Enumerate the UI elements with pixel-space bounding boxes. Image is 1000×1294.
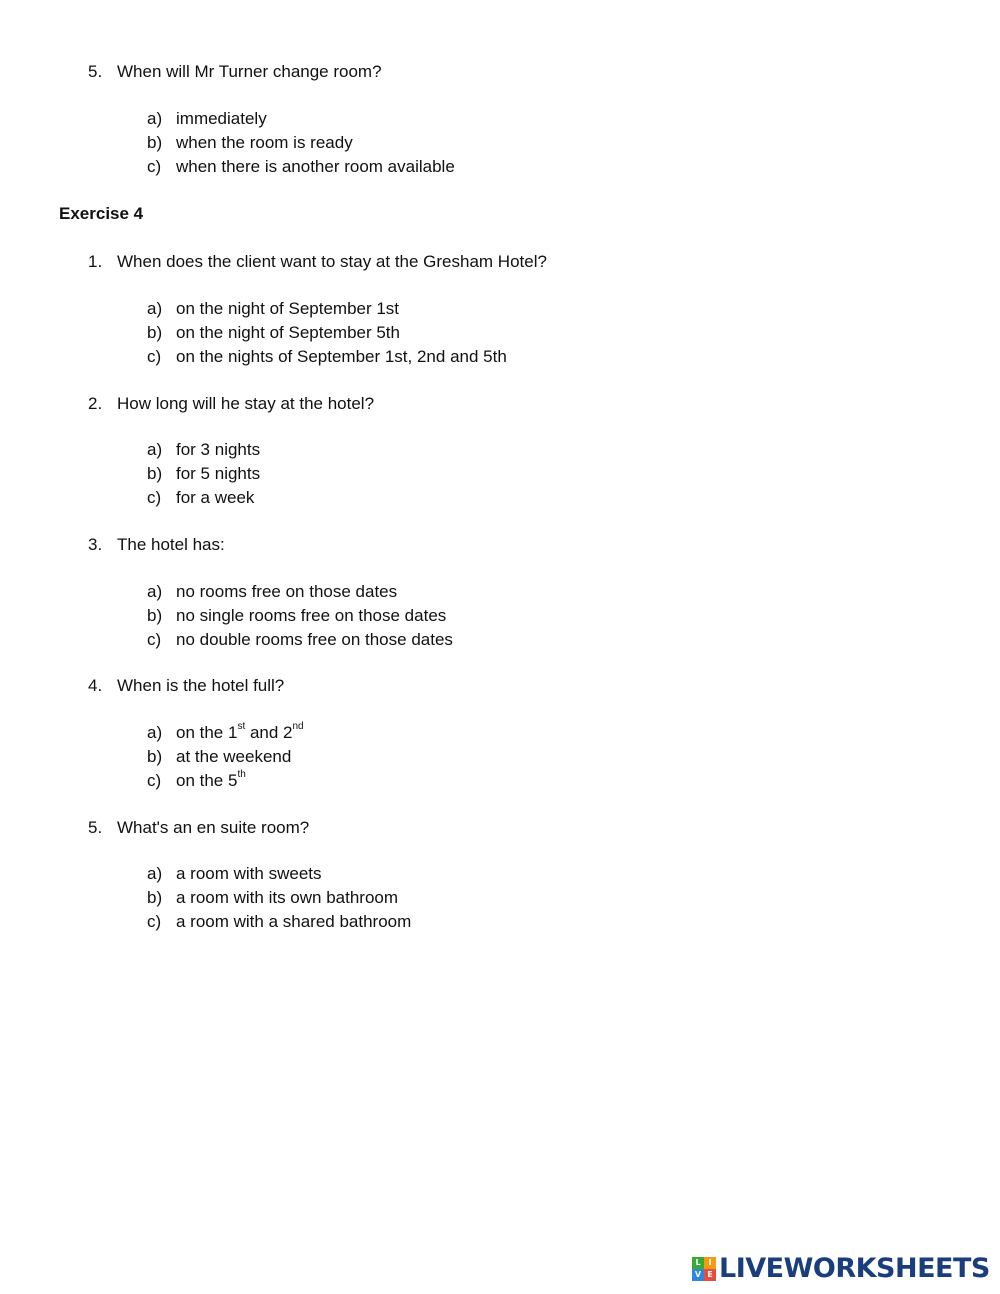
option-prev-5-c[interactable] bbox=[147, 157, 455, 177]
question-4 bbox=[88, 676, 284, 696]
option-letter: c) bbox=[147, 488, 162, 507]
question-text: The hotel has: bbox=[117, 535, 225, 554]
option-text: no double rooms free on those dates bbox=[176, 630, 453, 649]
exercise-heading: Exercise 4 bbox=[59, 204, 144, 223]
question-number: 2. bbox=[88, 394, 103, 413]
brand-name: LIVEWORKSHEETS bbox=[719, 1253, 990, 1284]
question-number: 4. bbox=[88, 676, 103, 695]
option-1-a[interactable] bbox=[147, 299, 399, 319]
option-text-part: on the 5 bbox=[176, 771, 238, 790]
question-number: 1. bbox=[88, 252, 103, 271]
option-prev-5-a[interactable] bbox=[147, 109, 267, 129]
question-text: When is the hotel full? bbox=[117, 676, 285, 695]
question-number: 5. bbox=[88, 62, 103, 81]
option-letter: b) bbox=[147, 888, 163, 907]
option-4-b[interactable] bbox=[147, 747, 291, 767]
option-2-c[interactable] bbox=[147, 488, 254, 508]
logo-letter-e: E bbox=[704, 1269, 716, 1281]
option-letter: c) bbox=[147, 630, 162, 649]
option-5-c[interactable] bbox=[147, 912, 411, 932]
option-letter: a) bbox=[147, 723, 163, 742]
option-letter: b) bbox=[147, 323, 163, 342]
option-2-b[interactable] bbox=[147, 464, 260, 484]
question-5 bbox=[88, 818, 309, 838]
option-letter: a) bbox=[147, 299, 163, 318]
option-letter: a) bbox=[147, 109, 163, 128]
question-text: How long will he stay at the hotel? bbox=[117, 394, 375, 413]
ordinal-suffix: st bbox=[237, 721, 246, 733]
option-letter: a) bbox=[147, 864, 163, 883]
option-5-a[interactable] bbox=[147, 864, 322, 884]
option-text: no single rooms free on those dates bbox=[176, 606, 447, 625]
logo-letter-l: L bbox=[692, 1257, 704, 1269]
option-letter: a) bbox=[147, 440, 163, 459]
question-text: When does the client want to stay at the Gresham Hotel? bbox=[117, 252, 547, 271]
option-prev-5-b[interactable] bbox=[147, 133, 353, 153]
option-text: when the room is ready bbox=[176, 133, 353, 152]
option-1-b[interactable] bbox=[147, 323, 400, 343]
liveworksheets-brand[interactable] bbox=[692, 1254, 990, 1284]
option-4-a[interactable] bbox=[147, 723, 304, 743]
option-text: a room with its own bathroom bbox=[176, 888, 399, 907]
option-3-c[interactable] bbox=[147, 630, 453, 650]
option-letter: b) bbox=[147, 747, 163, 766]
option-text: a room with a shared bathroom bbox=[176, 912, 412, 931]
option-text: for 5 nights bbox=[176, 464, 261, 483]
option-letter: a) bbox=[147, 582, 163, 601]
question-text: What's an en suite room? bbox=[117, 818, 310, 837]
option-4-c[interactable] bbox=[147, 771, 246, 791]
question-number: 5. bbox=[88, 818, 103, 837]
option-text: for 3 nights bbox=[176, 440, 261, 459]
question-3 bbox=[88, 535, 225, 555]
option-letter: c) bbox=[147, 347, 162, 366]
option-text-part: on the 1 bbox=[176, 723, 238, 742]
question-prev-5 bbox=[88, 62, 382, 82]
logo-letter-v: V bbox=[692, 1269, 704, 1281]
logo-letter-i: I bbox=[704, 1257, 716, 1269]
option-text: on the night of September 5th bbox=[176, 323, 400, 342]
option-text: on the night of September 1st bbox=[176, 299, 400, 318]
liveworksheets-logo-icon bbox=[692, 1257, 716, 1281]
option-text: on the nights of September 1st, 2nd and 5th bbox=[176, 347, 507, 366]
question-number: 3. bbox=[88, 535, 103, 554]
option-text: no rooms free on those dates bbox=[176, 582, 398, 601]
option-5-b[interactable] bbox=[147, 888, 398, 908]
option-3-a[interactable] bbox=[147, 582, 397, 602]
option-text: when there is another room available bbox=[176, 157, 455, 176]
option-text: for a week bbox=[176, 488, 255, 507]
option-text: a room with sweets bbox=[176, 864, 322, 883]
option-letter: c) bbox=[147, 912, 162, 931]
option-1-c[interactable] bbox=[147, 347, 507, 367]
option-letter: b) bbox=[147, 464, 163, 483]
option-3-b[interactable] bbox=[147, 606, 446, 626]
option-text: immediately bbox=[176, 109, 267, 128]
question-2 bbox=[88, 394, 374, 414]
option-letter: b) bbox=[147, 606, 163, 625]
question-1 bbox=[88, 252, 547, 272]
option-letter: c) bbox=[147, 157, 162, 176]
option-2-a[interactable] bbox=[147, 440, 260, 460]
option-text: at the weekend bbox=[176, 747, 292, 766]
ordinal-suffix: nd bbox=[292, 721, 304, 733]
question-text: When will Mr Turner change room? bbox=[117, 62, 382, 81]
option-text-part: and 2 bbox=[245, 723, 293, 742]
ordinal-suffix: th bbox=[237, 769, 246, 781]
option-letter: b) bbox=[147, 133, 163, 152]
option-letter: c) bbox=[147, 771, 162, 790]
